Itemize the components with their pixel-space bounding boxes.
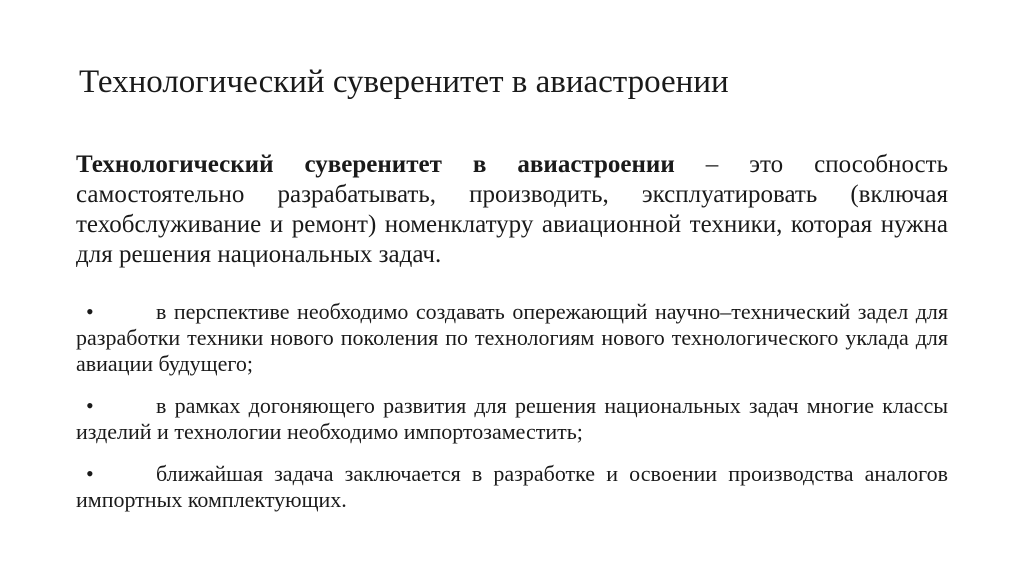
bullet-marker: • bbox=[86, 299, 94, 324]
bullet-text: ближайшая задача заключается в разработке и освоении производства аналогов импортных комплектующих. bbox=[76, 461, 948, 512]
definition-text: – это способность самостоятельно разрабатывать, производить, эксплуатировать (включая техобслуживание и ремонт) номенклатуру авиационной техники, которая нужна для решения национальных задач. bbox=[76, 151, 948, 268]
bullet-list bbox=[76, 299, 948, 529]
bullet-text: в перспективе необходимо создавать опережающий научно–технический задел для разработки техники нового поколения по технологиям нового технологического уклада для авиации будущего; bbox=[76, 299, 948, 376]
bullet-text: в рамках догоняющего развития для решения национальных задач многие классы изделий и технологии необходимо импортозаместить; bbox=[76, 393, 948, 444]
bullet-item bbox=[76, 461, 948, 513]
bullet-item bbox=[76, 393, 948, 445]
bullet-marker: • bbox=[86, 461, 94, 486]
definition-paragraph bbox=[76, 150, 948, 270]
definition-term: Технологический суверенитет в авиастроении bbox=[76, 151, 675, 178]
bullet-marker: • bbox=[86, 393, 94, 418]
bullet-item bbox=[76, 299, 948, 377]
slide-title: Технологический суверенитет в авиастроении bbox=[79, 64, 729, 100]
